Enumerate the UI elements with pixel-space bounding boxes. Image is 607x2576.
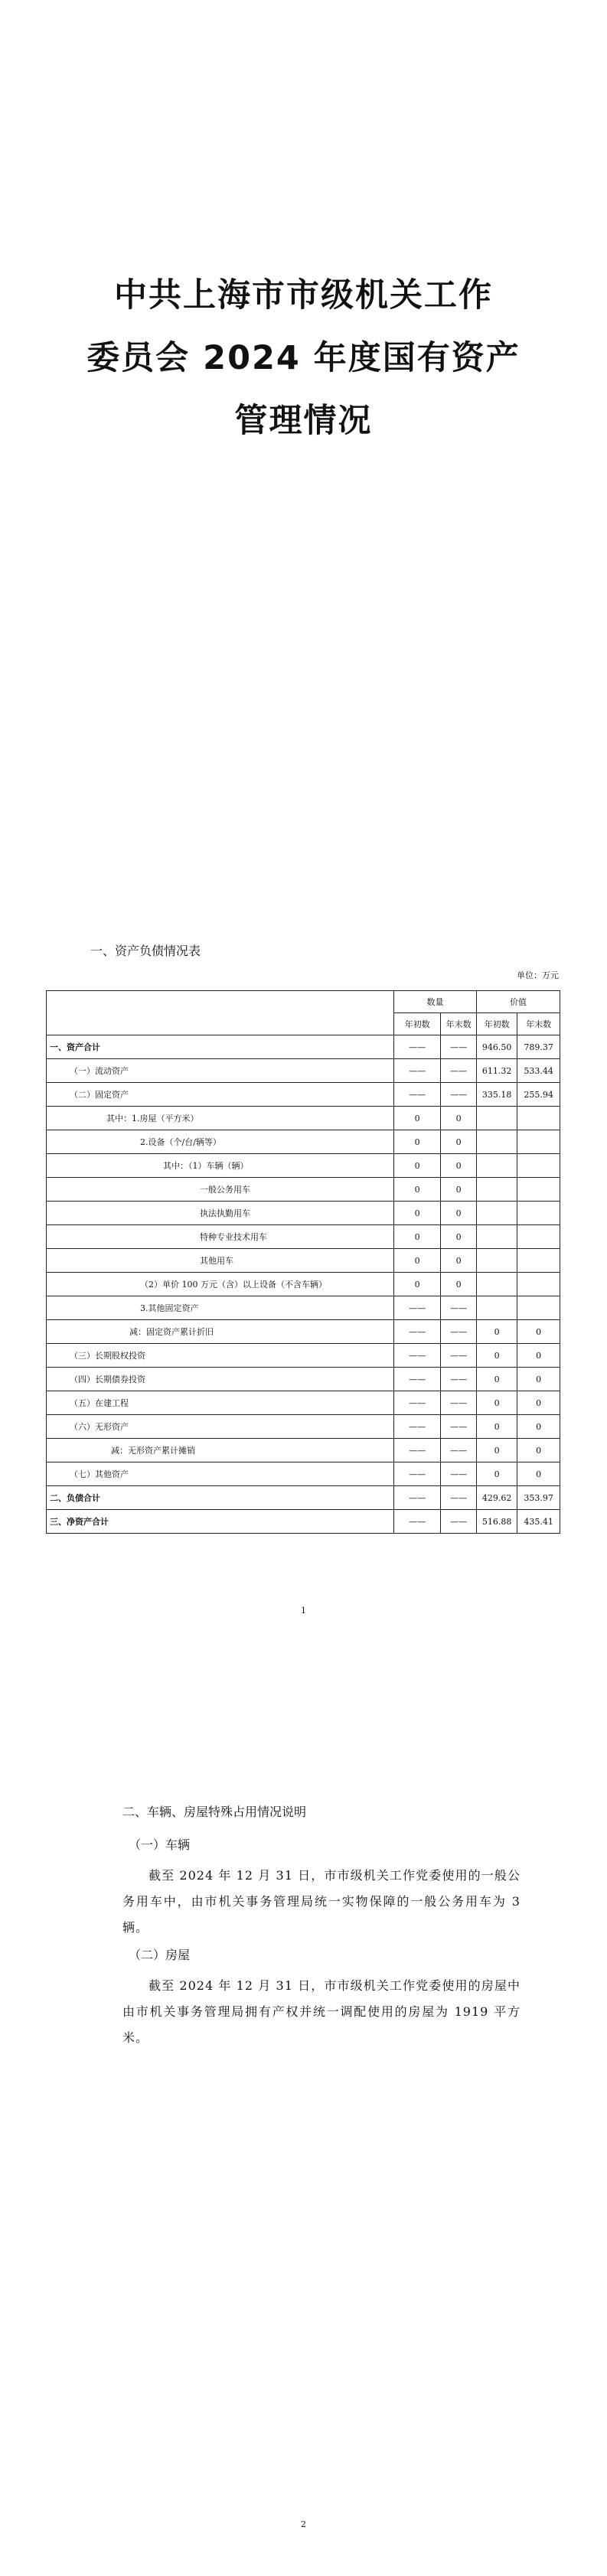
row-qty-end: 0 bbox=[441, 1249, 477, 1273]
row-value-end: 435.41 bbox=[517, 1510, 560, 1534]
row-qty-end: 0 bbox=[441, 1178, 477, 1202]
row-value-begin: 0 bbox=[477, 1320, 517, 1344]
row-value-begin: 0 bbox=[477, 1415, 517, 1439]
table-row bbox=[47, 1273, 560, 1296]
row-value-end bbox=[517, 1273, 560, 1296]
header-quantity: 数量 bbox=[394, 991, 477, 1013]
row-value-begin: 429.62 bbox=[477, 1486, 517, 1510]
row-value-begin bbox=[477, 1154, 517, 1178]
row-qty-begin: 0 bbox=[394, 1273, 441, 1296]
table-header-row bbox=[47, 991, 560, 1013]
row-value-end bbox=[517, 1202, 560, 1225]
row-value-begin: 516.88 bbox=[477, 1510, 517, 1534]
table-row bbox=[47, 1202, 560, 1225]
row-value-begin bbox=[477, 1273, 517, 1296]
table-row bbox=[47, 1462, 560, 1486]
row-value-end: 0 bbox=[517, 1391, 560, 1415]
row-qty-end: —— bbox=[441, 1462, 477, 1486]
row-value-end: 533.44 bbox=[517, 1059, 560, 1083]
row-qty-begin: 0 bbox=[394, 1202, 441, 1225]
row-value-end bbox=[517, 1130, 560, 1154]
row-label: 减：固定资产累计折旧 bbox=[47, 1320, 394, 1344]
row-value-end bbox=[517, 1154, 560, 1178]
table-row bbox=[47, 1368, 560, 1391]
row-value-end bbox=[517, 1107, 560, 1130]
row-label: （二）固定资产 bbox=[47, 1083, 394, 1107]
section-2-heading: 二、车辆、房屋特殊占用情况说明 bbox=[122, 1805, 307, 1819]
table-row bbox=[47, 1439, 560, 1462]
row-label: 3.其他固定资产 bbox=[47, 1296, 394, 1320]
section-1-heading: 一、资产负债情况表 bbox=[90, 944, 201, 958]
row-value-end bbox=[517, 1178, 560, 1202]
row-qty-begin: —— bbox=[394, 1510, 441, 1534]
row-value-end: 0 bbox=[517, 1320, 560, 1344]
row-value-end: 0 bbox=[517, 1462, 560, 1486]
row-qty-begin: 0 bbox=[394, 1249, 441, 1273]
row-value-begin: 0 bbox=[477, 1368, 517, 1391]
row-label: 一般公务用车 bbox=[47, 1178, 394, 1202]
row-label: （2）单价 100 万元（含）以上设备（不含车辆） bbox=[47, 1273, 394, 1296]
row-qty-begin: —— bbox=[394, 1320, 441, 1344]
row-value-end bbox=[517, 1225, 560, 1249]
row-qty-begin: —— bbox=[394, 1344, 441, 1368]
row-value-end: 0 bbox=[517, 1415, 560, 1439]
row-qty-end: —— bbox=[441, 1296, 477, 1320]
table-row bbox=[47, 1486, 560, 1510]
row-value-end: 353.97 bbox=[517, 1486, 560, 1510]
row-label: （四）长期债券投资 bbox=[47, 1368, 394, 1391]
row-qty-end: 0 bbox=[441, 1130, 477, 1154]
row-label: 三、净资产合计 bbox=[47, 1510, 394, 1534]
row-value-begin: 0 bbox=[477, 1439, 517, 1462]
row-qty-begin: 0 bbox=[394, 1178, 441, 1202]
row-label: 二、负债合计 bbox=[47, 1486, 394, 1510]
row-qty-end: —— bbox=[441, 1415, 477, 1439]
row-value-end bbox=[517, 1296, 560, 1320]
row-value-end: 255.94 bbox=[517, 1083, 560, 1107]
housing-heading: （二）房屋 bbox=[129, 1948, 191, 1962]
row-label: 其中：（1）车辆（辆） bbox=[47, 1154, 394, 1178]
row-value-begin bbox=[477, 1249, 517, 1273]
row-qty-begin: —— bbox=[394, 1083, 441, 1107]
row-value-begin: 946.50 bbox=[477, 1035, 517, 1059]
page-number-1: 1 bbox=[301, 1606, 306, 1616]
row-qty-begin: —— bbox=[394, 1368, 441, 1391]
row-qty-begin: —— bbox=[394, 1035, 441, 1059]
row-value-end: 789.37 bbox=[517, 1035, 560, 1059]
table-row bbox=[47, 1320, 560, 1344]
table-row bbox=[47, 1130, 560, 1154]
row-qty-begin: 0 bbox=[394, 1225, 441, 1249]
row-qty-end: —— bbox=[441, 1439, 477, 1462]
document-title bbox=[0, 264, 607, 452]
table-row bbox=[47, 1107, 560, 1130]
row-value-begin: 611.32 bbox=[477, 1059, 517, 1083]
title-line-2: 委员会 2024 年度国有资产 bbox=[86, 339, 521, 377]
unit-label: 单位：万元 bbox=[517, 970, 559, 980]
row-label: （一）流动资产 bbox=[47, 1059, 394, 1083]
row-label: 特种专业技术用车 bbox=[47, 1225, 394, 1249]
row-qty-begin: —— bbox=[394, 1391, 441, 1415]
row-qty-end: —— bbox=[441, 1035, 477, 1059]
vehicles-heading: （一）车辆 bbox=[129, 1837, 191, 1852]
vehicles-paragraph: 截至 2024 年 12 月 31 日，市市级机关工作党委使用的一般公务用车中，由市机关事务管理局统一实物保障的一般公务用车为 3 辆。 bbox=[122, 1868, 521, 1935]
row-label: 其他用车 bbox=[47, 1249, 394, 1273]
table-row bbox=[47, 1296, 560, 1320]
header-value-end: 年末数 bbox=[517, 1013, 560, 1035]
row-value-begin: 0 bbox=[477, 1462, 517, 1486]
row-qty-end: 0 bbox=[441, 1154, 477, 1178]
row-value-begin bbox=[477, 1107, 517, 1130]
table-row bbox=[47, 1083, 560, 1107]
row-qty-end: 0 bbox=[441, 1107, 477, 1130]
header-value-begin: 年初数 bbox=[477, 1013, 517, 1035]
row-qty-begin: 0 bbox=[394, 1130, 441, 1154]
row-qty-end: —— bbox=[441, 1391, 477, 1415]
row-value-begin bbox=[477, 1178, 517, 1202]
row-value-begin: 0 bbox=[477, 1344, 517, 1368]
page-2 bbox=[0, 1668, 607, 2576]
row-qty-begin: —— bbox=[394, 1486, 441, 1510]
row-value-begin bbox=[477, 1225, 517, 1249]
row-value-end: 0 bbox=[517, 1368, 560, 1391]
table-row bbox=[47, 1391, 560, 1415]
row-qty-end: —— bbox=[441, 1083, 477, 1107]
row-value-begin bbox=[477, 1296, 517, 1320]
title-line-1: 中共上海市市级机关工作 bbox=[114, 276, 493, 315]
header-value: 价值 bbox=[477, 991, 560, 1013]
row-qty-begin: 0 bbox=[394, 1154, 441, 1178]
row-value-begin bbox=[477, 1202, 517, 1225]
row-qty-end: —— bbox=[441, 1368, 477, 1391]
row-label: 减：无形资产累计摊销 bbox=[47, 1439, 394, 1462]
table-row bbox=[47, 1249, 560, 1273]
table-row bbox=[47, 1154, 560, 1178]
row-qty-end: —— bbox=[441, 1059, 477, 1083]
row-label: （五）在建工程 bbox=[47, 1391, 394, 1415]
row-label: （三）长期股权投资 bbox=[47, 1344, 394, 1368]
header-empty-cell bbox=[47, 991, 394, 1035]
row-qty-end: 0 bbox=[441, 1273, 477, 1296]
row-qty-end: —— bbox=[441, 1344, 477, 1368]
row-label: 2.设备（个/台/辆等） bbox=[47, 1130, 394, 1154]
table-row bbox=[47, 1344, 560, 1368]
header-quantity-begin: 年初数 bbox=[394, 1013, 441, 1035]
table-row bbox=[47, 1510, 560, 1534]
title-line-3: 管理情况 bbox=[234, 402, 373, 440]
row-value-end: 0 bbox=[517, 1344, 560, 1368]
table-row bbox=[47, 1415, 560, 1439]
row-qty-begin: 0 bbox=[394, 1107, 441, 1130]
row-label: （七）其他资产 bbox=[47, 1462, 394, 1486]
row-value-begin: 0 bbox=[477, 1391, 517, 1415]
row-label: 执法执勤用车 bbox=[47, 1202, 394, 1225]
row-qty-end: —— bbox=[441, 1320, 477, 1344]
row-label: （六）无形资产 bbox=[47, 1415, 394, 1439]
row-qty-begin: —— bbox=[394, 1439, 441, 1462]
housing-paragraph: 截至 2024 年 12 月 31 日，市市级机关工作党委使用的房屋中由市机关事务管理局拥有产权并统一调配使用的房屋为 1919 平方米。 bbox=[122, 1978, 521, 2045]
row-qty-end: 0 bbox=[441, 1225, 477, 1249]
row-value-end bbox=[517, 1249, 560, 1273]
row-value-end: 0 bbox=[517, 1439, 560, 1462]
row-value-begin bbox=[477, 1130, 517, 1154]
header-quantity-end: 年末数 bbox=[441, 1013, 477, 1035]
row-qty-begin: —— bbox=[394, 1462, 441, 1486]
table-row bbox=[47, 1059, 560, 1083]
row-label: 一、资产合计 bbox=[47, 1035, 394, 1059]
page-number-2: 2 bbox=[301, 2519, 306, 2529]
table-row bbox=[47, 1225, 560, 1249]
row-qty-begin: —— bbox=[394, 1415, 441, 1439]
asset-liability-table bbox=[46, 990, 560, 1534]
table-row bbox=[47, 1035, 560, 1059]
row-qty-begin: —— bbox=[394, 1296, 441, 1320]
table-row bbox=[47, 1178, 560, 1202]
row-value-begin: 335.18 bbox=[477, 1083, 517, 1107]
row-qty-end: —— bbox=[441, 1486, 477, 1510]
row-qty-begin: —— bbox=[394, 1059, 441, 1083]
row-qty-end: —— bbox=[441, 1510, 477, 1534]
row-label: 其中：1.房屋（平方米） bbox=[47, 1107, 394, 1130]
row-qty-end: 0 bbox=[441, 1202, 477, 1225]
